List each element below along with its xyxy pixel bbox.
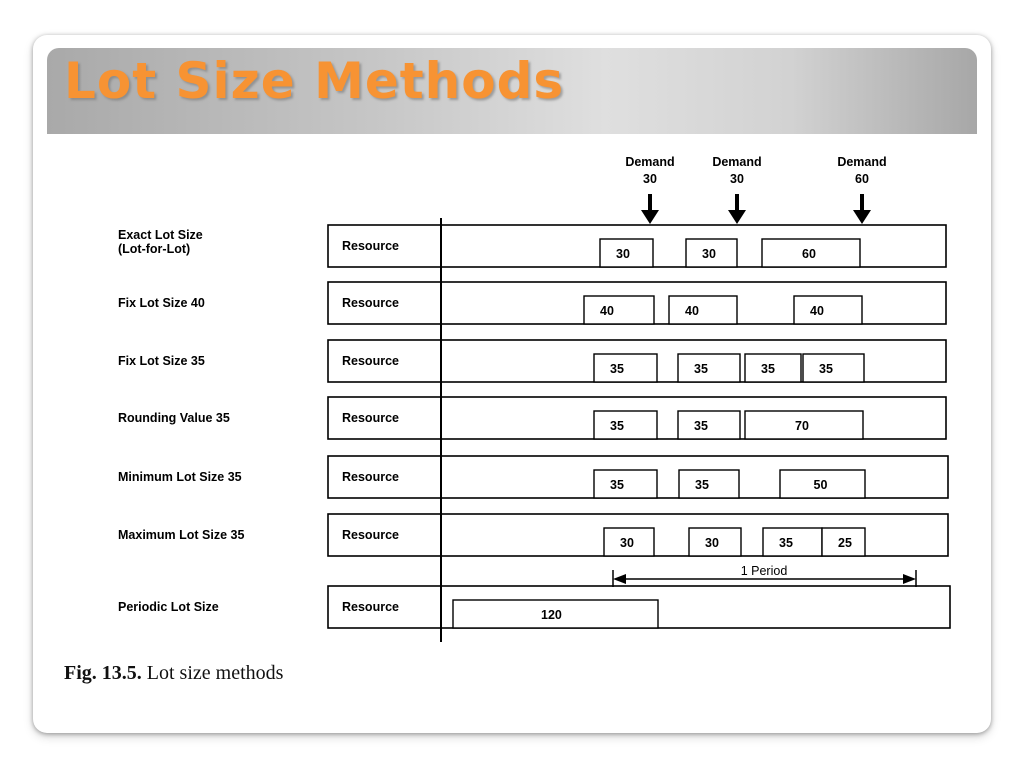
method-label: Exact Lot Size (118, 228, 203, 242)
lot-box (594, 411, 657, 439)
lot-size-value: 50 (813, 478, 828, 492)
lot-size-value: 35 (694, 419, 708, 433)
lot-box (678, 354, 740, 382)
lot-size-value: 35 (761, 362, 775, 376)
slide-title: Lot Size Methods (64, 52, 565, 110)
demand-label: Demand (837, 155, 887, 169)
demand-value: 60 (855, 172, 869, 186)
caption-label: Fig. 13.5. (64, 662, 142, 684)
lot-size-value: 35 (610, 419, 624, 433)
lot-size-value: 25 (838, 536, 852, 550)
resource-label: Resource (342, 296, 399, 310)
lot-box (584, 296, 654, 324)
lot-size-value: 30 (620, 536, 634, 550)
lot-box (803, 354, 864, 382)
demand-arrow-head (641, 210, 659, 224)
lot-size-value: 40 (600, 304, 614, 318)
method-label: Fix Lot Size 35 (118, 354, 205, 368)
lot-size-value: 35 (694, 362, 708, 376)
resource-label: Resource (342, 528, 399, 542)
lot-box (594, 470, 657, 498)
lot-box (679, 470, 739, 498)
method-label: (Lot-for-Lot) (118, 242, 191, 256)
period-arrow-head-right (903, 574, 916, 584)
lot-size-value: 35 (695, 478, 709, 492)
demand-label: Demand (625, 155, 675, 169)
lot-box (678, 411, 740, 439)
lot-size-value: 35 (779, 536, 793, 550)
period-arrow-head-left (613, 574, 626, 584)
lot-size-value: 60 (802, 247, 816, 261)
lot-size-value: 30 (616, 247, 630, 261)
lot-size-value: 35 (610, 478, 624, 492)
method-label: Periodic Lot Size (118, 600, 219, 614)
lot-size-value: 30 (702, 247, 716, 261)
method-label: Maximum Lot Size 35 (118, 528, 245, 542)
lot-size-value: 40 (685, 304, 699, 318)
lot-box (669, 296, 737, 324)
lot-size-value: 35 (819, 362, 833, 376)
demand-value: 30 (643, 172, 657, 186)
method-label: Fix Lot Size 40 (118, 296, 205, 310)
method-label: Minimum Lot Size 35 (118, 470, 242, 484)
demand-value: 30 (730, 172, 744, 186)
lot-box (594, 354, 657, 382)
period-label: 1 Period (740, 564, 788, 578)
resource-label: Resource (342, 354, 399, 368)
caption-text: Lot size methods (146, 662, 284, 684)
demand-arrow-head (728, 210, 746, 224)
resource-label: Resource (342, 470, 399, 484)
lot-box (794, 296, 862, 324)
resource-label: Resource (342, 239, 399, 253)
lot-size-value: 35 (610, 362, 624, 376)
lot-size-value: 70 (795, 419, 809, 433)
lot-size-value: 40 (810, 304, 824, 318)
figure-caption (64, 662, 283, 685)
resource-label: Resource (342, 411, 399, 425)
lot-size-value: 30 (705, 536, 719, 550)
resource-label: Resource (342, 600, 399, 614)
lot-size-value: 120 (541, 608, 562, 622)
demand-arrow-head (853, 210, 871, 224)
demand-label: Demand (712, 155, 762, 169)
method-label: Rounding Value 35 (118, 411, 230, 425)
